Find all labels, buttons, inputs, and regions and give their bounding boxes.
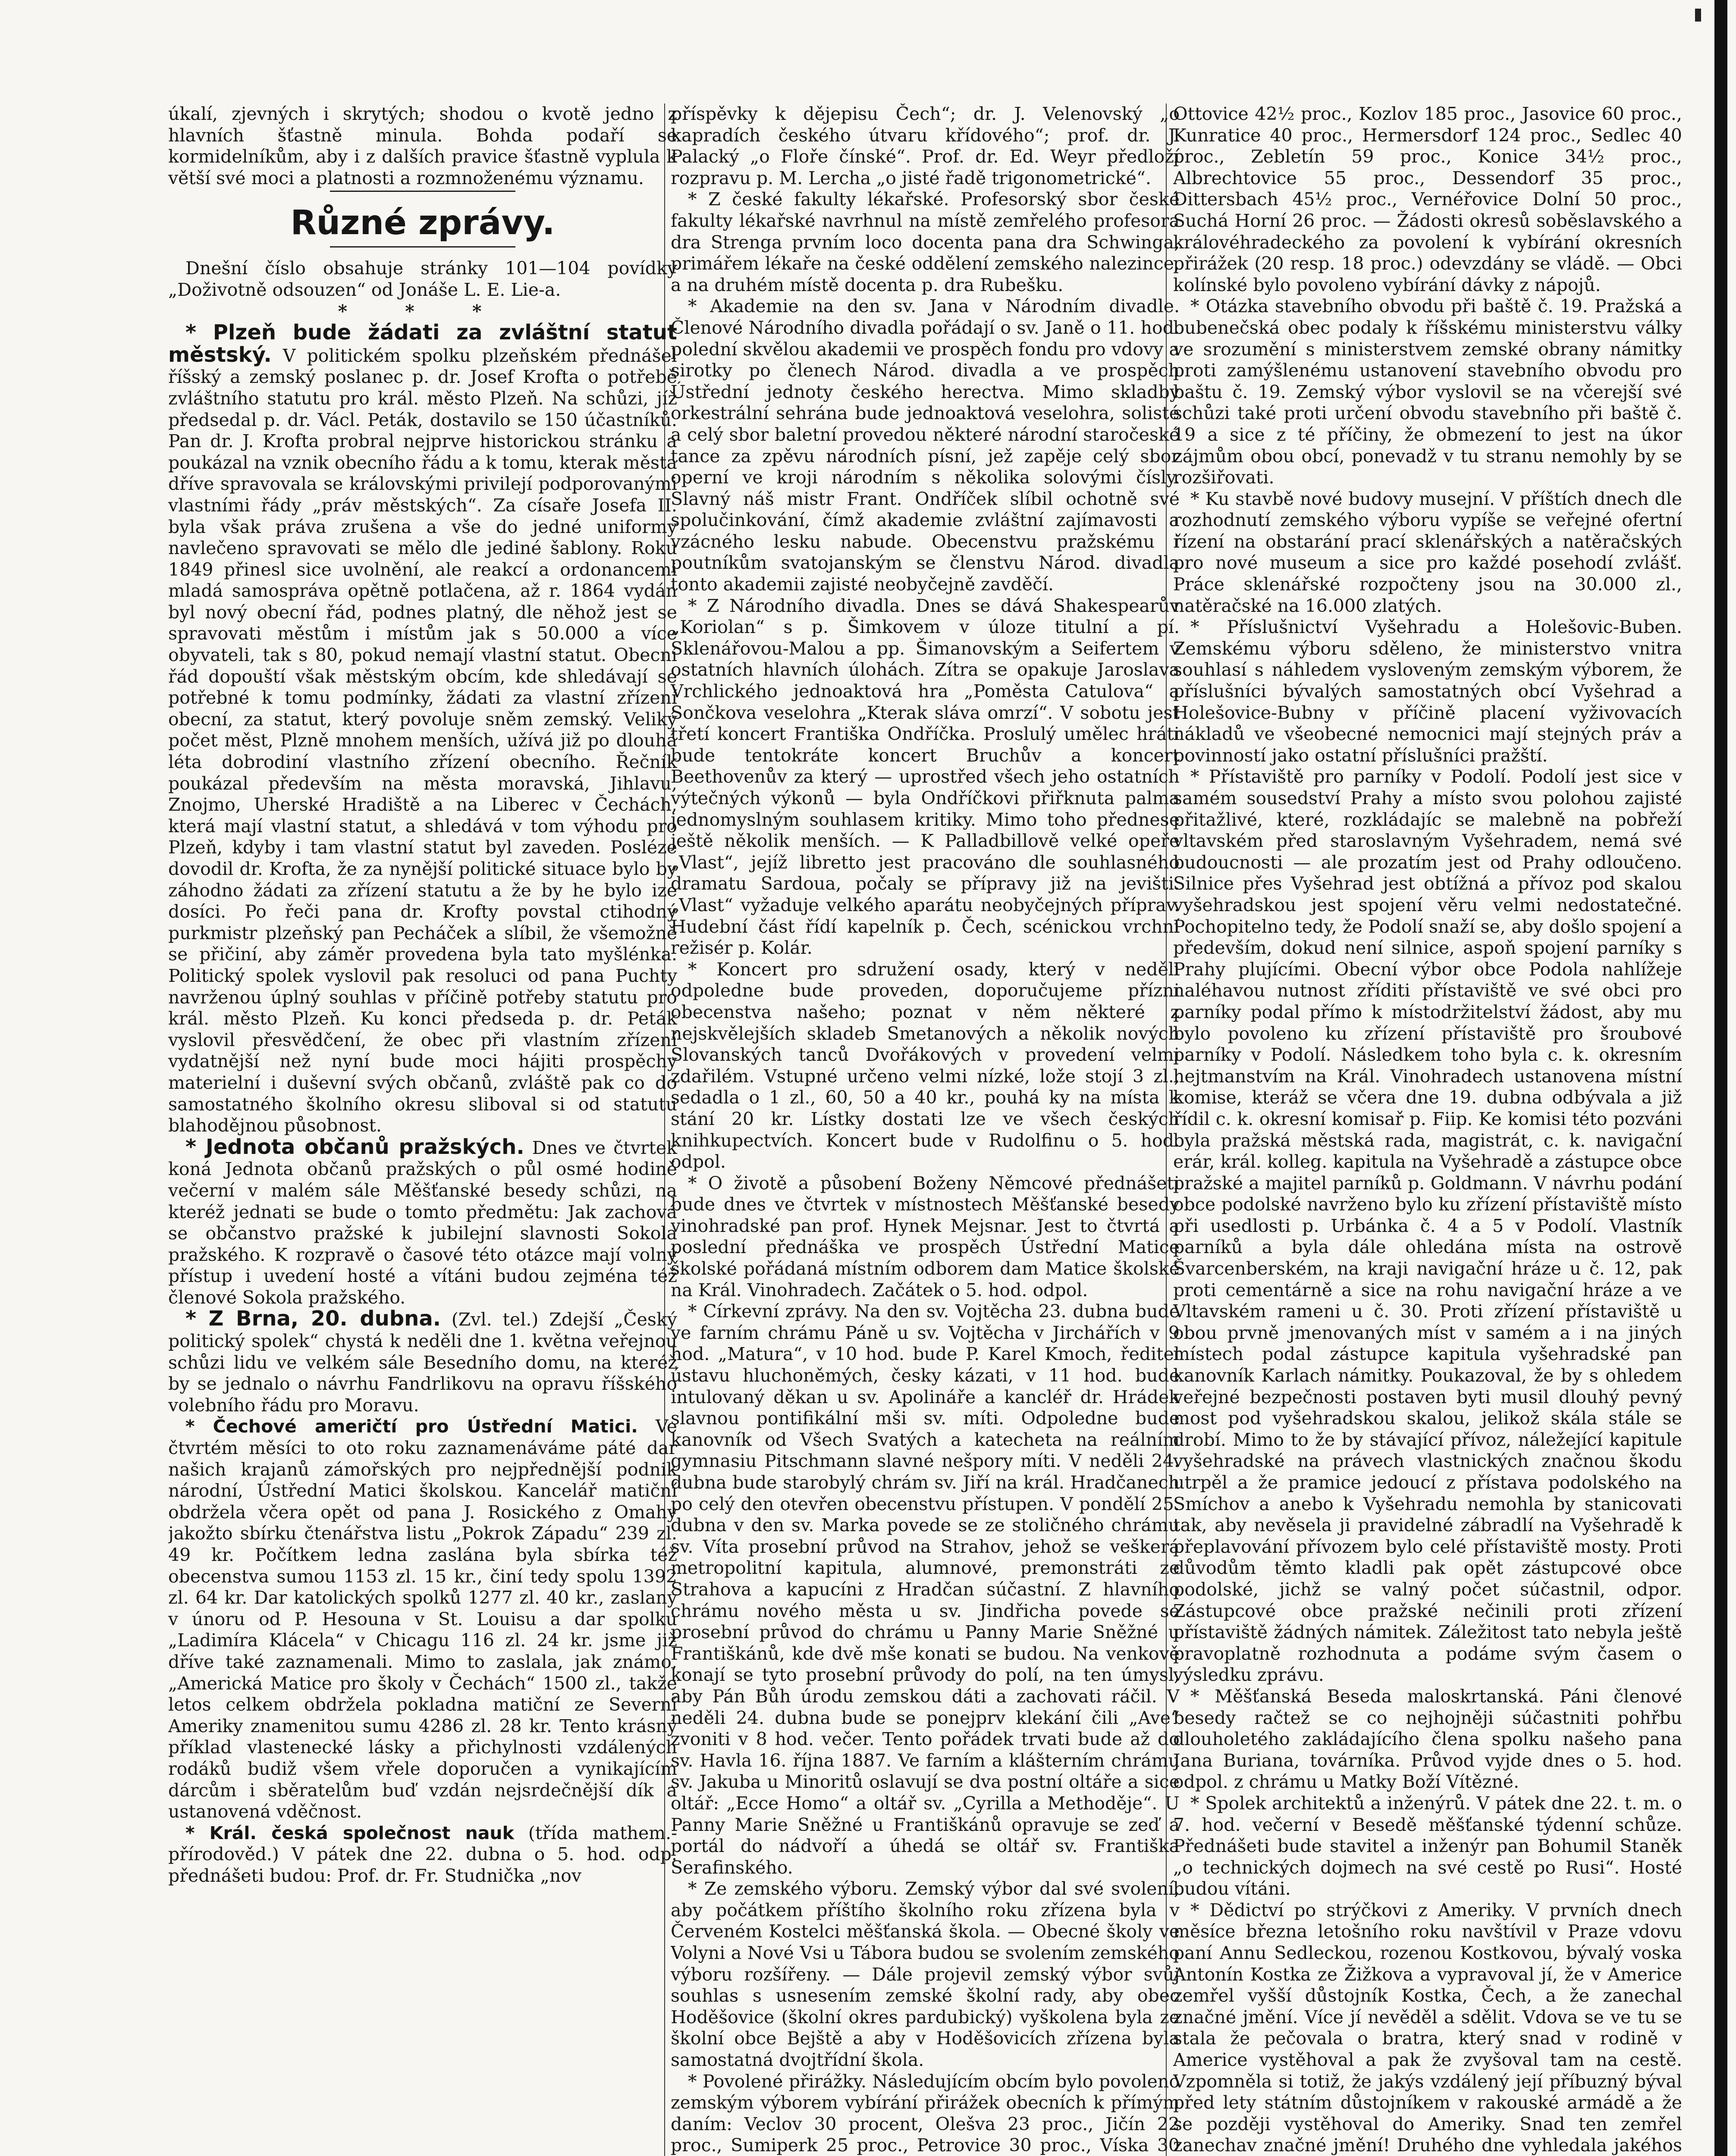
article-text: příspěvky k dějepisu Čech“; dr. J. Velenovský „o kapradích českého útvaru křídového“; prof. dr. J. Palacký „o Floře čínské“. Prof. dr. Ed. Weyr předloží rozpravu p. M. Lercha „o jisté řadě trigonometrické“. — [671, 103, 1180, 188]
article-title: * Plzeň bude žádati za zvláštní statut městský. — [168, 320, 677, 367]
article-text: * Přístaviště pro parníky v Podolí. Podolí jest sice v samém sousedství Prahy a místo svou polohou zajisté přitažlivé, které, rozkládajíc se malebně na pobřeží vltavském před staroslavným Vyšehradem, nemá své budoucnosti — ale prozatím jest od Prahy odloučeno. Silnice přes Vyšehrad jest obtížná a přívoz pod skalou vyšehradskou jest spojení věru velmi nedostatečné. Pochopitelno tedy, že Podolí snaží se, aby došlo spojení a především, dokud není silnice, aspoň spojení parníky s Prahy plujícími. Obecní výbor obce Podola nahlížeje naléhavou nutnost zříditi přístaviště ve své obci pro parníky podal přímo k místodržitelství žádost, aby mu bylo povoleno ku zřízení přístaviště pro šroubové parníky v Podolí. Následkem toho byla c. k. okresním hejtmanstvím na Král. Vinohradech ustanovena místní komise, kteráž se včera dne 19. dubna odbývala a již řídil c. k. okresní komisař p. Fiip. Ke komisi této pozváni byla pražská městská rada, magistrát, c. k. navigační erár, král. kolleg. kapitula na Vyšehradě a zástupce obce pražské a majitel parníků p. Goldmann. V návrhu podání obce podolské navrženo bylo ku zřízení přístaviště místo při usedlosti p. Urbánka č. 4 a 5 v Podolí. Vlastník parníků a byla dále ohledána místa na ostrově Švarcenberském, na kraji navigační hráze u č. 12, pak proti cementárně a sice na rohu navigační hráze a ve Vltavském rameni u č. 30. Proti zřízení přístaviště u obou prvně jmenovaných míst v samém a i na jiných místech podal zástupce kapitula vyšehradské pan kanovník Karlach námitky. Poukazoval, že by s ohledem veřejné bezpečnosti postaven byti musil dlouhý pevný most pod vyšehradskou skalou, jelikož skála stále se drobí. Mimo to že by stávající přívoz, náležející kapitule vyšehradské na právech vlastnických značnou škodu utrpěl a že pramice jedoucí z přístava podolského na Smíchov a anebo k Vyšehradu nemohla by stanicovati tak, aby nevěsela ji pravidelné zábradlí na Vyšehradě k přeplavování přívozem bylo celé přístaviště mosty. Proti důvodům těmto kladli pak opět zástupcové obce podolské, jichž se valný počet súčastnil, odpor. Zástupcové obce pražské nečinili proti zřízení přístaviště žádných námitek. Záležitost tato nebyla ještě pravoplatně rozhodnuta a podáme svým časem o výsledku zprávu. — [1173, 766, 1682, 1686]
article-text: * Ku stavbě nové budovy musejní. V příštích dnech dle rozhodnutí zemského výboru vypíše se veřejné ofertní řízení na obstarání prací sklenářských a natěračských pro nové museum a sice pro každé posehodí zvlášť. Práce sklenářské rozpočteny jsou na 30.000 zl., natěračské na 16.000 zlatých. — [1173, 488, 1682, 616]
article-text: * Koncert pro sdružení osady, který v neděli odpoledne bude proveden, doporučujeme přízni obecenstva našeho; poznat v něm některé z nejskvělejších skladeb Smetanových a několik nových Slovanských tanců Dvořákových v provedení velmi zdařilém. Vstupné určeno velmi nízké, lože stojí 3 zl., sedadla o 1 zl., 60, 50 a 40 kr., pouhá ky na místa k stání 20 kr. Lístky dostati lze ve všech českých knihkupectvích. Koncert bude v Rudolfinu o 5. hod. odpol. — [671, 959, 1180, 1172]
article-text: * Církevní zprávy. Na den sv. Vojtěcha 23. dubna bude ve farním chrámu Páně u sv. Vojtěcha v Jirchářích v 9 hod. „Matura“, v 10 hod. bude P. Karel Kmoch, ředitel ústavu hluchoněmých, česky kázati, v 11 hod. bude intulovaný děkan u sv. Apolináře a kancléř dr. Hrádek slavnou pontifikální mši sv. míti. Odpoledne bude kanovník od Všech Svatých a katecheta na reálním gymnasiu Pitschmann slavné nešpory míti. V neděli 24. dubna bude starobylý chrám sv. Jiří na král. Hradčanech po celý den otevřen obecenstvu přístupen. V pondělí 25. dubna v den sv. Marka povede se ze stoličného chrámu sv. Víta prosební průvod na Strahov, jehož se veškerá metropolitní kapitula, alumnové, premonstráti ze Strahova a kapucíni z Hradčan súčastní. Z hlavního chrámu nového města u sv. Jindřicha povede se prosební průvod do chrámu u Panny Marie Sněžné u Františkánů, kde dvě mše konati se budou. Na venkově konají se tyto prosební průvody do polí, na ten úmysl, aby Pán Bůh úrodu zemskou dáti a zachovati ráčil. V neděli 24. dubna bude se ponejprv klekání čili „Ave“ zvoniti v 8 hod. večer. Tento pořádek trvati bude až do sv. Havla 16. října 1887. Ve farním a klášterním chrámu sv. Jakuba u Minoritů oslavují se dva postní oltáře a sice oltář: „Ecce Homo“ a oltář sv. „Cyrilla a Methoděje“. U Panny Marie Sněžné u Františkánů opravuje se zeď a portál do nádvoří a úhedá se oltář sv. Františka Serafinského. — [671, 1301, 1180, 1878]
article-text: * Měšťanská Beseda maloskrtanská. Páni členové besedy račtež se co nejhojněji súčastniti pohřbu dlouholetého zakládajícího člena spolku našeho pana Jana Buriana, továrníka. Průvod vyjde dnes o 5. hod. odpol. z chrámu u Matky Boží Vítězné. — [1173, 1686, 1682, 1792]
article-title: * Jednota občanů pražských. — [185, 1134, 524, 1159]
column-2 — [671, 103, 1180, 2156]
article-text: * Příslušnictví Vyšehradu a Holešovic-Buben. Zemskému výboru sděleno, že ministerstvo vnitra souhlasí s náhledem vysloveným zemským výborem, že příslušníci bývalých samostatných obcí Vyšehrad a Holešovice-Bubny v příčině placení vyživovacích nákladů ve všeobecné nemocnici mají stejných práv a povinností jako ostatní příslušníci pražští. — [1173, 617, 1682, 766]
article-title: * Král. česká společnost nauk — [185, 1822, 514, 1843]
page-edge-border — [1714, 0, 1727, 2156]
intro-text: úkalí, zjevných i skrytých; shodou o kvotě jedno z hlavních šťastně minula. Bohda podaří se kormidelníkům, aby i z dalších pravice šťastně vyplula k větší své moci a platnosti a rozmnoženému významu. — [168, 103, 677, 188]
article-body: (Zvl. tel.) Zdejší „Český politický spolek“ chystá k neděli dne 1. května veřejnou schůzi lidu ve velkém sále Besedního domu, na kteréž by se jednalo o návrhu Fandrlikovu na opravu říšského volebního řádu pro Moravu. — [168, 1309, 677, 1416]
article-text: * Z Národního divadla. Dnes se dává Shakespearův „Koriolan“ s p. Šimkovem v úloze titulní a pí. Sklenářovou-Malou a pp. Šimanovským a Seifertem v ostatních hlavních úlohách. Zítra se opakuje Jaroslava Vrchlického jednoaktová hra „Poměsta Catulova“ a Sončkova veselohra „Kterak sláva omrzí“. V sobotu jest třetí koncert Františka Ondříčka. Proslulý umělec hráti bude tentokráte koncert Bruchův a koncert Beethovenův za který — uprostřed všech jeho ostatních výtečných výkonů — byla Ondříčkovi přiřknuta palma jednomyslným souhlasem kritiky. Mimo toho přednese ještě několik menších. — K Palladbillově velké opeře „Vlast“, jejíž libretto jest pracováno dle souhlasného dramatu Sardoua, počaly se přípravy již na jevišti. „Vlast“ vyžaduje velkého aparátu neobyčejných příprav. Hudební část řídí kapelník p. Čech, scénickou vrchní režisér p. Kolár. — [671, 595, 1180, 959]
notice-text: Dnešní číslo obsahuje stránky 101—104 povídky „Doživotně odsouzen“ od Jonáše L. E. Lie-a. — [168, 258, 677, 300]
article-text: * Akademie na den sv. Jana v Národním divadle. Členové Národního divadla pořádají o sv. Janě o 11. hod. polední skvělou akademii ve prospěch fondu pro vdovy a sirotky po členech Národ. divadla a ve prospěch Ústřední jednoty českého herectva. Mimo skladby orkestrální sehrána bude jednoaktová veselohra, solisté a celý sbor baletní provedou některé národní staročeské tance za zpěvu národních písní, jež zapěje celý sbor operní ve kroji národním s několika solovými čísly. Slavný náš mistr Frant. Ondříček slíbil ochotně své spolučinkování, čímž akademie zvláštní zajímavosti a vzácného lesku nabude. Obecenstvu pražskému i poutníkům svatojanským se členstvu Národ. divadla tonto akademii zajisté neobyčejně zavděčí. — [671, 296, 1180, 595]
article-text: * Povolené přirážky. Následujícím obcím bylo povoleno zemským výborem vybírání přirážek obecních k přímým daním: Veclov 30 procent, Olešva 23 proc., Jičín 22 proc., Sumiperk 25 proc., Petrovice 30 proc., Víska 30 — [671, 2071, 1180, 2156]
article-body: V politickém spolku plzeňském přednášel říšský a zemský poslanec p. dr. Josef Krofta o potřebě zvláštního statutu pro král. město Plzeň. Na schůzi, jíž předsedal p. dr. Václ. Peták, dostavilo se 150 účastníků. Pan dr. J. Krofta probral nejprve historickou stránku a poukázal na vznik obecního řádu a k tomu, kterak města dříve spravovala se královskými privilejí podporovanými vlastními řády „práv městských“. Za císaře Josefa II. byla však práva zrušena a vše do jedné uniformy navlečeno spravovati se mělo dle jediné šablony. Roku 1849 přinesl sice uvolnění, ale reakcí a ordonancemi mladá samospráva opětně potlačena, až r. 1864 vydán byl nový obecní řád, podnes platný, dle něhož jest se spravovati městům i místům jak s 50.000 a více obyvateli, tak s 80, pokud nemají vlastní statut. Obecní řád dopouští však městským obcím, kde shledávají se potřebné k tomu podmínky, žádati za vlastní zřízení obecní, za statut, který povoluje sněm zemský. Veliký počet měst, Plzně mnohem menších, užívá již po dlouhá léta dobrodiní vlastního zřízení obecního. Řečník poukázal především na města moravská, Jihlavu, Znojmo, Uherské Hradiště a na Liberec v Čechách, která mají vlastní statut, a shledává v tom výhodu pro Plzeň, kdyby i tam vlastní statut byl zaveden. Posléze dovodil dr. Krofta, že za nynější politické situace bylo by záhodno žádati za zřízení statutu a že by he bylo ize dosíci. Po řeči pana dr. Krofty povstal ctihodný purkmistr plzeňský pan Pecháček a slíbil, že všemožně se přičiní, aby záměr provedena byla tato myšlénka. Politický spolek vyslovil pak resoluci od pana Puchty navrženou úplný souhlas v příčině potřeby statutu pro král. město Plzeň. Ku konci předseda p. dr. Peták vyslovil přesvědčení, že obec při vlastním zřízení vydatnější než nyní bude moci hájiti prospěchy materielní i duševní svých občanů, zvláště pak co do samostatného školního okresu sliboval si od statutu blahodějnou působnost. — [168, 345, 677, 1136]
article-text: Ottovice 42½ proc., Kozlov 185 proc., Jasovice 60 proc., Kunratice 40 proc., Hermersdorf 124 proc., Sedlec 40 proc., Zebletín 59 proc., Konice 34½ proc., Albrechtovice 55 proc., Dessendorf 35 proc., Dittersbach 45½ proc., Vernéřovice Dolní 50 proc., Suchá Horní 26 proc. — Žádosti okresů soběslavského a královéhradeckého za povolení k vybírání okresních přirážek (20 resp. 18 proc.) odevzdány se vládě. — Obci kolínské bylo povoleno vybírání dávky z nápojů. — [1173, 103, 1682, 295]
article-text: * Z české fakulty lékařské. Profesorský sbor české fakulty lékařské navrhnul na místě zemřelého profesora dra Strenga prvním loco docenta pana dra Schwinga, primářem lékaře na české oddělení zemského nalezince, a na druhém místě docenta p. dra Rubešku. — [671, 189, 1180, 295]
stars-separator: * * * — [338, 301, 508, 322]
article-text: * O životě a působení Boženy Němcové přednášeti bude dnes ve čtvrtek v místnostech Měšťanské besedy vinohradské pan prof. Hynek Mejsnar. Jest to čtvrtá a poslední přednáška ve prospěch Ústřední Matice školské pořádaná místním odborem dam Matice školské na Král. Vinohradech. Začátek o 5. hod. odpol. — [671, 1172, 1180, 1300]
article-body: Ve čtvrtém měsíci to oto roku zaznamenáváme páté dar našich krajanů zámořských pro nejpřednější podnik národní, Ústřední Matici školskou. Kancelář matiční obdržela včera opět od pana J. Rosického z Omahy jakožto sbírku čtenářstva listu „Pokrok Západu“ 239 zl. 49 kr. Počítkem ledna zaslána byla sbírka též obecenstva sumou 1153 zl. 15 kr., činí tedy spolu 1392 zl. 64 kr. Dar katolických spolků 1277 zl. 40 kr., zaslaný v únoru od P. Hesouna v St. Louisu a dar spolku „Ladimíra Klácela“ v Chicagu 116 zl. 24 kr. jsme již dříve také zaznamenali. Mimo to zaslala, jak známo, „Americká Matice pro školy v Čechách“ 1500 zl., takže letos celkem obdržela pokladna matiční ze Severní Ameriky znamenitou sumu 4286 zl. 28 kr. Tento krásný příklad vlastenecké lásky a přichylnosti vzdálených rodáků budiž všem vřele doporučen a vynikajícím dárcům i sběratelům buď vzdán nejsrdečnější dík a ustanovená vděčnost. — [168, 1416, 677, 1822]
article-title: * Čechové američtí pro Ústřední Matici. — [185, 1416, 638, 1437]
article-text: * Spolek architektů a inženýrů. V pátek dne 22. t. m. o 7. hod. večerní v Besedě měšťanské týdenní schůze. Přednášeti bude stavitel a inženýr pan Bohumil Staněk „o technických dojmech na své cestě po Rusi“. Hosté budou vítáni. — [1173, 1792, 1682, 1899]
column-3 — [1173, 103, 1682, 2156]
page-corner-mark — [1695, 9, 1701, 22]
divider — [330, 246, 515, 248]
article-body: Dnes ve čtvrtek koná Jednota občanů pražských o půl osmé hodině večerní v malém sále Měšťanské besedy schůzi, na kteréž jednati se bude o tomto předmětu: Jak zachová se občanstvo pražské k jubilejní slavnosti Sokola pražského. K rozpravě o časové této otázce mají volný přístup i uvedení hosté a vítáni budou zejména též členové Sokola pražského. — [168, 1137, 677, 1308]
article-body: (třída mathem.-přírodověd.) V pátek dne 22. dubna o 5. hod. odp. přednášeti budou: Prof. dr. Fr. Studnička „nov — [168, 1822, 677, 1886]
article-text: * Otázka stavebního obvodu při baště č. 19. Pražská a bubenečská obec podaly k říšskému ministerstvu války ve srozumění s ministerstvem zemské obrany námitky proti zamýšlenému ustanovení stavebního obvodu pro baštu č. 19. Zemský výbor vyslovil se na včerejší své schůzi také proti určení obvodu stavebního při baště č. 19 a sice z té příčiny, že obmezení to jest na úkor zájmům obou obcí, ponevadž v tu stranu nemohly by se rozšiřovati. — [1173, 296, 1682, 488]
article-title: * Z Brna, 20. dubna. — [185, 1307, 441, 1331]
column-1 — [168, 103, 677, 2156]
divider — [330, 191, 515, 192]
section-heading: Různé zprávy. — [290, 204, 555, 243]
article-text: * Ze zemského výboru. Zemský výbor dal své svolení, aby počátkem příštího školního roku zřízena byla v Červeném Kostelci měšťanská škola. — Obecné školy ve Volyni a Nové Vsi u Tábora budou se svolením zemského výboru rozšířeny. — Dále projevil zemský výbor svůj souhlas s usnesením zemské školní rady, aby obec Hoděšovice (školní okres pardubický) vyškolena byla ze školní obce Bejště a aby v Hoděšovicích zřízena byla samostatná dvojtřídní škola. — [671, 1878, 1180, 2071]
article-text: * Dědictví po strýčkovi z Ameriky. V prvních dnech měsíce března letošního roku navštívil v Praze vdovu paní Annu Sedleckou, rozenou Kostkovou, bývalý voska Antonín Kostka ze Žižkova a vypravoval jí, že v Americe zemřel vyšší důstojník Kostka, Čech, a že zanechal značné jmění. Více jí nevěděl a sdělit. Vdova se ve tu se stala že pečovala o bratra, který snad v rodině v Americe vystěhoval a pak že zvyšoval tam na cestě. Vzpomněla si totiž, že jakýs vzdálený její příbuzný býval před lety státním důstojníkem v rakouské armádě a že se později vystěhoval do Ameriky. Snad ten zemřel zanechav značné jmění! Druhého dne vyhledala jakéhos — [1173, 1899, 1682, 2156]
